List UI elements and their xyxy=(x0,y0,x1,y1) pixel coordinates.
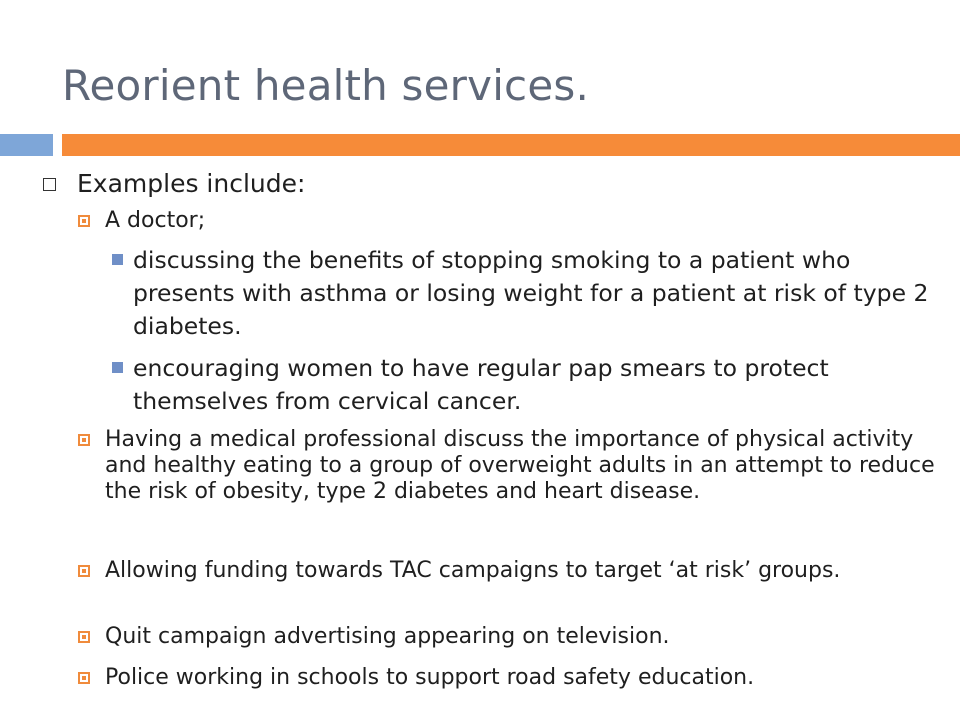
list-item-level2: A doctor; xyxy=(78,208,948,234)
list-item-level2: Police working in schools to support road safety education. xyxy=(78,665,948,691)
square-bullet-icon xyxy=(78,215,90,227)
accent-bar-blue xyxy=(0,134,53,156)
list-item-level2: Allowing funding towards TAC campaigns to target ‘at risk’ groups. xyxy=(78,558,948,584)
list-item-level1: Examples include: xyxy=(43,168,943,200)
filled-square-bullet-icon xyxy=(112,362,123,373)
list-item-level3: discussing the benefits of stopping smoking to a patient who presents with asthma or losing weight for a patient at risk of type 2 diabetes. xyxy=(112,244,950,343)
slide-title: Reorient health services. xyxy=(62,61,590,110)
list-item-level3: encouraging women to have regular pap smears to protect themselves from cervical cancer. xyxy=(112,352,950,418)
filled-square-bullet-icon xyxy=(112,254,123,265)
square-bullet-icon xyxy=(78,672,90,684)
square-bullet-icon xyxy=(78,434,90,446)
list-item-level2: Quit campaign advertising appearing on television. xyxy=(78,624,948,650)
list-item-level2: Having a medical professional discuss the importance of physical activity and healthy eating to a group of overweight adults in an attempt to reduce the risk of obesity, type 2 diabetes and heart disease. xyxy=(78,427,948,505)
square-bullet-icon xyxy=(78,631,90,643)
square-bullet-icon xyxy=(78,565,90,577)
accent-bar-orange xyxy=(62,134,960,156)
hollow-square-bullet-icon xyxy=(43,178,56,191)
